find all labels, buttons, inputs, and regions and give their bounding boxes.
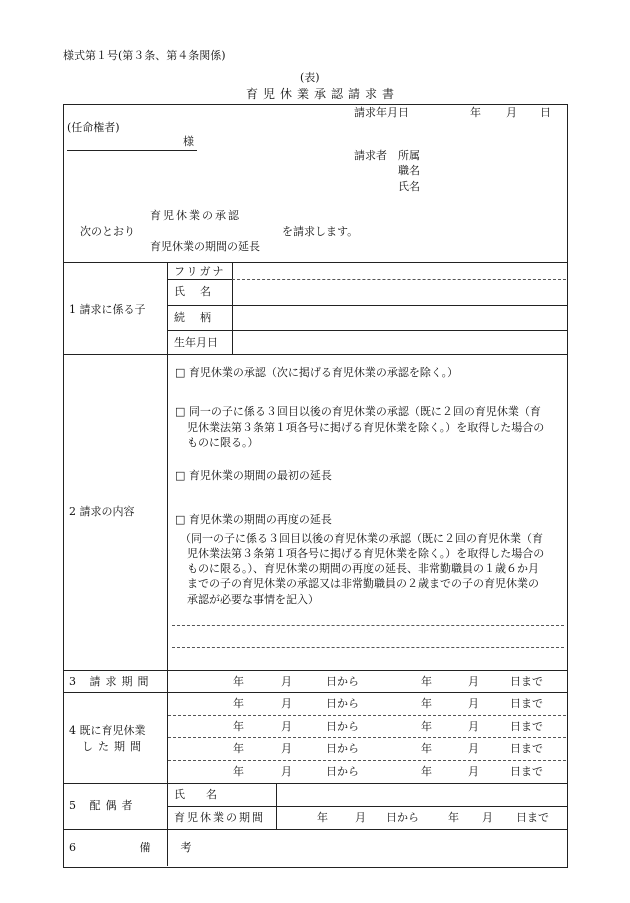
from-label: 日から bbox=[326, 720, 359, 733]
authority-line bbox=[67, 150, 197, 151]
content-item-2-line: ものに限る。） bbox=[187, 436, 259, 449]
year-label: 年 bbox=[233, 675, 244, 688]
until-label: 日まで bbox=[510, 742, 543, 755]
year-label: 年 bbox=[421, 720, 432, 733]
until-label: 日まで bbox=[510, 697, 543, 710]
option-extension: 育児休業の期間の延長 bbox=[150, 240, 260, 253]
from-label: 日から bbox=[386, 811, 419, 824]
birthdate-label: 生年月日 bbox=[174, 336, 218, 349]
content-note-line: 児休業法第３条第１項各号に掲げる育児休業を除く。）を取得した場合の bbox=[187, 547, 545, 560]
month-label: 月 bbox=[281, 720, 292, 733]
rule bbox=[63, 829, 567, 830]
requester-label: 請求者 bbox=[354, 149, 387, 162]
rule bbox=[167, 806, 567, 807]
rule bbox=[63, 354, 567, 355]
rule bbox=[167, 279, 232, 280]
content-item-1: □ 育児休業の承認（次に掲げる育児休業の承認を除く。） bbox=[175, 366, 459, 379]
content-item-2: □ 同一の子に係る３回目以後の育児休業の承認（既に２回の育児休業（育 bbox=[175, 405, 541, 418]
month-label: 月 bbox=[468, 765, 479, 778]
option-approval: 育児休業の承認 bbox=[150, 209, 241, 222]
date-label: 請求年月日 bbox=[354, 106, 409, 119]
month-label: 月 bbox=[281, 697, 292, 710]
year-label: 年 bbox=[233, 765, 244, 778]
rule bbox=[63, 670, 567, 671]
content-note-line: 承認が必要な事情を記入） bbox=[187, 593, 319, 606]
affiliation-label: 所属 bbox=[398, 149, 420, 162]
honorific-label: 様 bbox=[183, 135, 194, 148]
form-title: 育児休業承認請求書 bbox=[246, 87, 400, 101]
content-section-label: 2 請求の内容 bbox=[69, 505, 135, 518]
name-label: 氏名 bbox=[398, 180, 420, 193]
rule bbox=[63, 262, 567, 263]
spouse-name-label: 氏 名 bbox=[174, 788, 222, 801]
year-label: 年 bbox=[421, 742, 432, 755]
year-label: 年 bbox=[448, 811, 459, 824]
until-label: 日まで bbox=[510, 675, 543, 688]
past-dashed bbox=[168, 760, 566, 761]
relation-label: 続 柄 bbox=[174, 311, 213, 324]
month-label: 月 bbox=[468, 720, 479, 733]
lead-text: 次のとおり bbox=[80, 225, 135, 238]
form-number: 様式第１号(第３条、第４条関係) bbox=[63, 49, 226, 62]
furigana-label: フリガナ bbox=[174, 265, 226, 278]
past-leave-label-2: した期間 bbox=[82, 740, 146, 753]
year-label: 年 bbox=[233, 697, 244, 710]
spouse-section-label: 5 配偶者 bbox=[69, 799, 138, 812]
year-label: 年 bbox=[233, 720, 244, 733]
child-name-label: 氏 名 bbox=[174, 285, 213, 298]
past-dashed bbox=[168, 737, 566, 738]
tail-text: を請求します。 bbox=[282, 225, 359, 238]
content-note-line: ものに限る。）、育児休業の期間の再度の延長、非常勤職員の１歳６か月 bbox=[187, 562, 539, 575]
spouse-leave-label: 育児休業の期間 bbox=[174, 811, 265, 824]
year-label: 年 bbox=[421, 765, 432, 778]
month-label: 月 bbox=[468, 675, 479, 688]
year-label: 年 bbox=[470, 106, 481, 119]
month-label: 月 bbox=[468, 742, 479, 755]
period-section-label: 3 請求期間 bbox=[69, 675, 154, 688]
year-label: 年 bbox=[421, 697, 432, 710]
until-label: 日まで bbox=[516, 811, 549, 824]
furigana-dashed bbox=[232, 279, 566, 280]
form-table bbox=[63, 104, 568, 868]
content-item-3: □ 育児休業の期間の最初の延長 bbox=[175, 469, 332, 482]
until-label: 日まで bbox=[510, 720, 543, 733]
remarks-section-label: 6 備考 bbox=[69, 841, 222, 854]
from-label: 日から bbox=[326, 697, 359, 710]
month-label: 月 bbox=[281, 742, 292, 755]
from-label: 日から bbox=[326, 765, 359, 778]
side-label: (表) bbox=[300, 71, 320, 84]
content-dashed-line bbox=[172, 625, 564, 626]
child-section-label: 1 請求に係る子 bbox=[69, 303, 146, 316]
column-divider bbox=[167, 262, 168, 866]
rule bbox=[63, 692, 567, 693]
spouse-divider bbox=[276, 783, 277, 829]
year-label: 年 bbox=[421, 675, 432, 688]
month-label: 月 bbox=[281, 765, 292, 778]
month-label: 月 bbox=[355, 811, 366, 824]
content-note-line: までの子の育児休業の承認又は非常勤職員の２歳までの子の育児休業の bbox=[187, 577, 539, 590]
rule bbox=[167, 305, 567, 306]
content-item-2-line: 児休業法第３条第１項各号に掲げる育児休業を除く。）を取得した場合の bbox=[187, 421, 545, 434]
month-label: 月 bbox=[468, 697, 479, 710]
authority-label: (任命権者) bbox=[67, 121, 120, 134]
content-note-line: （同一の子に係る３回目以後の育児休業の承認（既に２回の育児休業（育 bbox=[180, 532, 543, 545]
from-label: 日から bbox=[326, 742, 359, 755]
month-label: 月 bbox=[281, 675, 292, 688]
year-label: 年 bbox=[317, 811, 328, 824]
past-leave-label: 4 既に育児休業 bbox=[69, 724, 146, 737]
child-divider bbox=[232, 262, 233, 354]
content-dashed-line bbox=[172, 647, 564, 648]
month-label: 月 bbox=[482, 811, 493, 824]
rule bbox=[167, 330, 567, 331]
month-label: 月 bbox=[506, 106, 517, 119]
day-label: 日 bbox=[540, 106, 551, 119]
past-dashed bbox=[168, 715, 566, 716]
position-label: 職名 bbox=[398, 164, 420, 177]
until-label: 日まで bbox=[510, 765, 543, 778]
content-item-4: □ 育児休業の期間の再度の延長 bbox=[175, 513, 332, 526]
from-label: 日から bbox=[326, 675, 359, 688]
rule bbox=[63, 783, 567, 784]
year-label: 年 bbox=[233, 742, 244, 755]
